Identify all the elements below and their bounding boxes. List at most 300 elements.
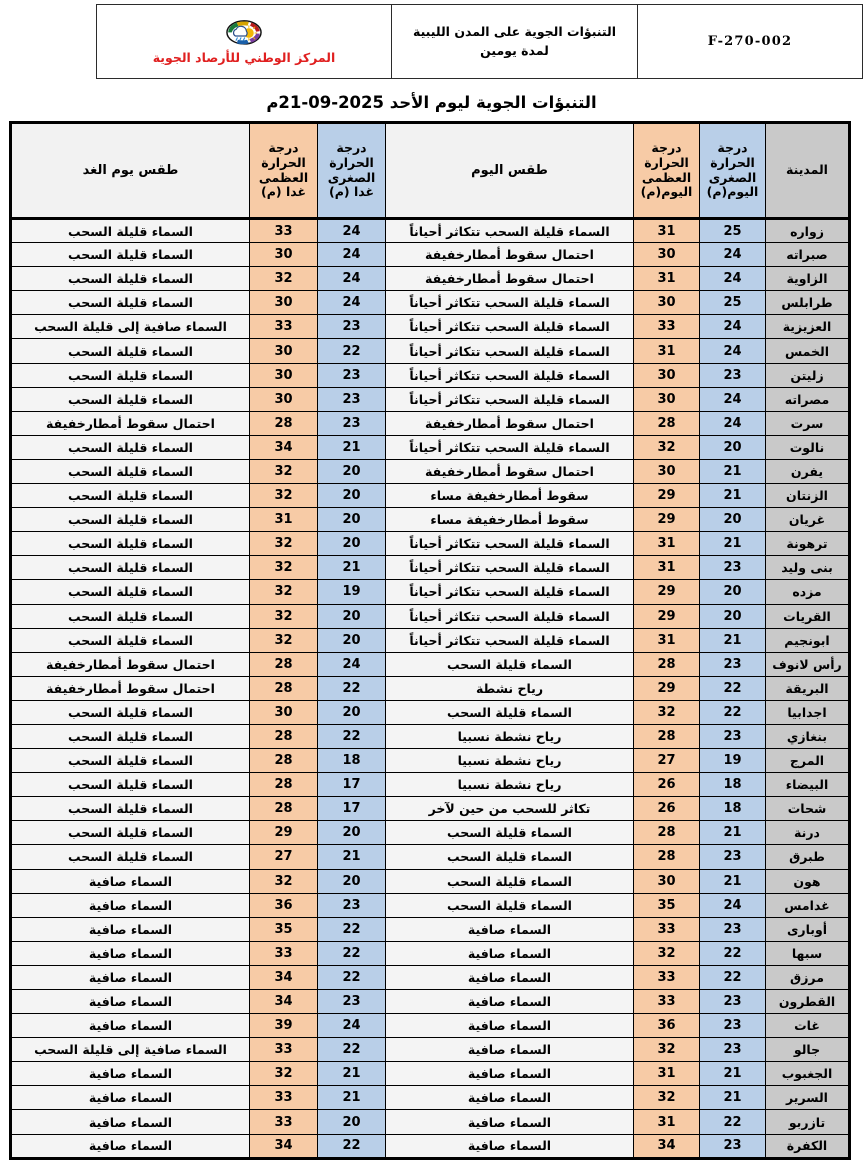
max-temp-tomorrow-cell: 34: [250, 990, 318, 1014]
weather-tomorrow-cell: السماء قليلة السحب: [11, 845, 250, 869]
weather-tomorrow-cell: السماء قليلة السحب: [11, 459, 250, 483]
city-name-cell: بنغازي: [766, 724, 850, 748]
max-temp-tomorrow-cell: 28: [250, 652, 318, 676]
city-name-cell: اجدابيا: [766, 700, 850, 724]
min-temp-today-cell: 18: [700, 797, 766, 821]
header-row: [11, 123, 850, 219]
table-row: [11, 1062, 850, 1086]
weather-today-cell: احتمال سقوط أمطارخفيفة: [386, 411, 634, 435]
max-temp-tomorrow-cell: 28: [250, 749, 318, 773]
table-row: [11, 676, 850, 700]
city-name-cell: الجغبوب: [766, 1062, 850, 1086]
table-row: [11, 604, 850, 628]
max-temp-tomorrow-cell: 30: [250, 363, 318, 387]
max-temp-today-cell: 30: [634, 387, 700, 411]
max-temp-today-cell: 30: [634, 869, 700, 893]
min-temp-today-cell: 19: [700, 749, 766, 773]
max-temp-tomorrow-cell: 27: [250, 845, 318, 869]
min-temp-today-cell: 23: [700, 652, 766, 676]
city-name-cell: شحات: [766, 797, 850, 821]
min-temp-today-cell: 24: [700, 315, 766, 339]
city-name-cell: طرابلس: [766, 291, 850, 315]
min-temp-tomorrow-cell: 21: [318, 1086, 386, 1110]
max-temp-today-cell: 29: [634, 508, 700, 532]
weather-tomorrow-cell: السماء صافية: [11, 990, 250, 1014]
table-row: [11, 1014, 850, 1038]
weather-tomorrow-cell: احتمال سقوط أمطارخفيفة: [11, 652, 250, 676]
weather-tomorrow-cell: السماء صافية إلى قليلة السحب: [11, 315, 250, 339]
max-temp-tomorrow-cell: 33: [250, 1086, 318, 1110]
weather-today-cell: السماء قليلة السحب تتكاثر أحياناً: [386, 628, 634, 652]
city-name-cell: هون: [766, 869, 850, 893]
max-temp-tomorrow-cell: 28: [250, 773, 318, 797]
max-temp-today-cell: 30: [634, 291, 700, 315]
min-temp-tomorrow-cell: 20: [318, 508, 386, 532]
weather-tomorrow-cell: السماء قليلة السحب: [11, 628, 250, 652]
min-temp-tomorrow-cell: 20: [318, 532, 386, 556]
weather-today-cell: السماء صافية: [386, 1134, 634, 1158]
table-row: [11, 724, 850, 748]
column-header-min-temp-today: [700, 123, 766, 219]
min-temp-today-cell: 23: [700, 1134, 766, 1158]
max-tomorrow-line-2: الحرارة: [261, 154, 306, 170]
weather-today-cell: السماء قليلة السحب تتكاثر أحياناً: [386, 556, 634, 580]
max-today-line-3: العظمى: [641, 169, 692, 185]
min-temp-today-cell: 25: [700, 219, 766, 243]
weather-tomorrow-cell: السماء صافية: [11, 1014, 250, 1038]
city-name-cell: البيضاء: [766, 773, 850, 797]
min-temp-today-cell: 25: [700, 291, 766, 315]
city-name-cell: الزنتان: [766, 484, 850, 508]
city-name-cell: الكفرة: [766, 1134, 850, 1158]
min-temp-tomorrow-cell: 23: [318, 990, 386, 1014]
city-name-cell: درنة: [766, 821, 850, 845]
min-temp-tomorrow-cell: 23: [318, 411, 386, 435]
min-temp-today-cell: 18: [700, 773, 766, 797]
min-temp-today-cell: 20: [700, 435, 766, 459]
max-temp-today-cell: 28: [634, 845, 700, 869]
table-row: [11, 1038, 850, 1062]
weather-tomorrow-cell: السماء قليلة السحب: [11, 821, 250, 845]
min-temp-tomorrow-cell: 20: [318, 1110, 386, 1134]
max-temp-tomorrow-cell: 31: [250, 508, 318, 532]
weather-today-cell: احتمال سقوط أمطارخفيفة: [386, 459, 634, 483]
document-subject-line-1: التنبؤات الجوية على المدن الليبية: [413, 24, 616, 40]
min-temp-today-cell: 22: [700, 1110, 766, 1134]
max-temp-today-cell: 26: [634, 773, 700, 797]
forecast-table: [9, 121, 851, 1160]
table-row: [11, 990, 850, 1014]
city-name-cell: المرج: [766, 749, 850, 773]
max-temp-tomorrow-cell: 32: [250, 459, 318, 483]
city-name-cell: غدامس: [766, 893, 850, 917]
city-name-cell: البريقة: [766, 676, 850, 700]
weather-tomorrow-cell: السماء صافية: [11, 1086, 250, 1110]
min-temp-today-cell: 20: [700, 580, 766, 604]
min-temp-tomorrow-cell: 24: [318, 1014, 386, 1038]
max-temp-today-cell: 31: [634, 1110, 700, 1134]
table-row: [11, 532, 850, 556]
min-temp-tomorrow-cell: 21: [318, 556, 386, 580]
table-row: [11, 869, 850, 893]
max-temp-tomorrow-cell: 34: [250, 1134, 318, 1158]
weather-tomorrow-cell: السماء قليلة السحب: [11, 339, 250, 363]
min-temp-tomorrow-cell: 22: [318, 676, 386, 700]
forecast-table-body: [11, 219, 850, 1159]
min-temp-tomorrow-cell: 20: [318, 484, 386, 508]
max-temp-today-cell: 31: [634, 628, 700, 652]
table-row: [11, 1134, 850, 1158]
min-temp-tomorrow-cell: 22: [318, 1038, 386, 1062]
max-temp-today-cell: 35: [634, 893, 700, 917]
table-row: [11, 797, 850, 821]
min-temp-today-cell: 21: [700, 484, 766, 508]
city-name-cell: زليتن: [766, 363, 850, 387]
weather-tomorrow-cell: السماء قليلة السحب: [11, 243, 250, 267]
weather-today-cell: السماء قليلة السحب تتكاثر أحياناً: [386, 315, 634, 339]
min-temp-tomorrow-cell: 17: [318, 797, 386, 821]
weather-today-cell: السماء قليلة السحب تتكاثر أحياناً: [386, 580, 634, 604]
weather-tomorrow-cell: السماء صافية: [11, 965, 250, 989]
table-row: [11, 773, 850, 797]
min-temp-tomorrow-cell: 24: [318, 652, 386, 676]
min-temp-tomorrow-cell: 22: [318, 941, 386, 965]
city-name-cell: طبرق: [766, 845, 850, 869]
weather-tomorrow-cell: السماء قليلة السحب: [11, 556, 250, 580]
min-temp-today-cell: 21: [700, 1062, 766, 1086]
max-temp-tomorrow-cell: 30: [250, 339, 318, 363]
weather-today-cell: سقوط أمطارخفيفة مساء: [386, 508, 634, 532]
max-temp-today-cell: 29: [634, 580, 700, 604]
max-temp-tomorrow-cell: 35: [250, 917, 318, 941]
min-today-line-1: درجة: [717, 140, 748, 155]
max-temp-today-cell: 29: [634, 604, 700, 628]
min-temp-tomorrow-cell: 23: [318, 363, 386, 387]
min-temp-today-cell: 22: [700, 965, 766, 989]
min-temp-today-cell: 22: [700, 700, 766, 724]
min-temp-tomorrow-cell: 20: [318, 628, 386, 652]
weather-today-cell: تكاثر للسحب من حين لآخر: [386, 797, 634, 821]
weather-today-cell: السماء قليلة السحب: [386, 893, 634, 917]
page-title: التنبؤات الجوية ليوم الأحد 2025-09-21م: [266, 93, 597, 112]
weather-tomorrow-cell: السماء صافية: [11, 869, 250, 893]
min-temp-tomorrow-cell: 24: [318, 267, 386, 291]
max-temp-tomorrow-cell: 39: [250, 1014, 318, 1038]
weather-today-cell: السماء قليلة السحب تتكاثر أحياناً: [386, 339, 634, 363]
masthead: [0, 0, 863, 79]
city-name-cell: غريان: [766, 508, 850, 532]
city-name-cell: سبها: [766, 941, 850, 965]
max-temp-today-cell: 28: [634, 821, 700, 845]
city-name-cell: الزاوية: [766, 267, 850, 291]
city-name-cell: مرزق: [766, 965, 850, 989]
table-row: [11, 1110, 850, 1134]
column-header-max-temp-tomorrow: [250, 123, 318, 219]
weather-today-cell: رياح نشطة نسبيا: [386, 773, 634, 797]
city-name-cell: السرير: [766, 1086, 850, 1110]
min-temp-today-cell: 23: [700, 990, 766, 1014]
min-temp-today-cell: 24: [700, 267, 766, 291]
table-row: [11, 893, 850, 917]
max-temp-tomorrow-cell: 32: [250, 580, 318, 604]
weather-tomorrow-cell: السماء قليلة السحب: [11, 532, 250, 556]
min-temp-today-cell: 24: [700, 411, 766, 435]
max-temp-today-cell: 31: [634, 532, 700, 556]
max-temp-today-cell: 29: [634, 484, 700, 508]
table-row: [11, 941, 850, 965]
max-today-line-2: الحرارة: [644, 154, 689, 170]
min-temp-today-cell: 20: [700, 508, 766, 532]
min-temp-today-cell: 24: [700, 387, 766, 411]
table-row: [11, 556, 850, 580]
document-code: F-270-002: [707, 34, 793, 49]
weather-today-cell: السماء قليلة السحب تتكاثر أحياناً: [386, 532, 634, 556]
document-subject-cell: [392, 5, 638, 79]
table-row: [11, 267, 850, 291]
min-temp-today-cell: 24: [700, 339, 766, 363]
weather-today-cell: رياح نشطة: [386, 676, 634, 700]
weather-tomorrow-cell: السماء قليلة السحب: [11, 580, 250, 604]
max-temp-today-cell: 32: [634, 941, 700, 965]
weather-tomorrow-cell: السماء قليلة السحب: [11, 219, 250, 243]
column-header-weather-tomorrow: طقس يوم الغد: [11, 123, 250, 219]
min-temp-today-cell: 21: [700, 459, 766, 483]
weather-tomorrow-cell: السماء صافية: [11, 1134, 250, 1158]
table-row: [11, 917, 850, 941]
max-temp-tomorrow-cell: 33: [250, 315, 318, 339]
min-temp-tomorrow-cell: 22: [318, 917, 386, 941]
min-temp-tomorrow-cell: 23: [318, 893, 386, 917]
weather-today-cell: السماء صافية: [386, 1014, 634, 1038]
city-name-cell: سرت: [766, 411, 850, 435]
min-temp-tomorrow-cell: 22: [318, 1134, 386, 1158]
city-name-cell: غات: [766, 1014, 850, 1038]
weather-today-cell: السماء قليلة السحب تتكاثر أحياناً: [386, 604, 634, 628]
min-temp-tomorrow-cell: 24: [318, 243, 386, 267]
min-temp-today-cell: 23: [700, 845, 766, 869]
weather-today-cell: السماء صافية: [386, 1110, 634, 1134]
max-temp-today-cell: 28: [634, 724, 700, 748]
max-temp-tomorrow-cell: 30: [250, 243, 318, 267]
organization-cell: [97, 5, 392, 79]
weather-tomorrow-cell: السماء قليلة السحب: [11, 700, 250, 724]
min-temp-tomorrow-cell: 22: [318, 965, 386, 989]
weather-tomorrow-cell: السماء صافية إلى قليلة السحب: [11, 1038, 250, 1062]
city-name-cell: نالوت: [766, 435, 850, 459]
min-temp-tomorrow-cell: 20: [318, 821, 386, 845]
max-temp-today-cell: 30: [634, 243, 700, 267]
city-name-cell: الخمس: [766, 339, 850, 363]
min-temp-today-cell: 23: [700, 917, 766, 941]
min-temp-tomorrow-cell: 19: [318, 580, 386, 604]
weather-today-cell: سقوط أمطارخفيفة مساء: [386, 484, 634, 508]
max-temp-tomorrow-cell: 36: [250, 893, 318, 917]
table-row: [11, 628, 850, 652]
min-tomorrow-line-2: الحرارة: [329, 154, 374, 170]
max-tomorrow-line-1: درجة: [268, 140, 299, 155]
weather-tomorrow-cell: السماء قليلة السحب: [11, 363, 250, 387]
forecast-table-container: [0, 121, 863, 1160]
max-temp-today-cell: 33: [634, 315, 700, 339]
max-temp-today-cell: 29: [634, 676, 700, 700]
max-temp-today-cell: 31: [634, 556, 700, 580]
max-temp-tomorrow-cell: 32: [250, 484, 318, 508]
max-temp-today-cell: 33: [634, 990, 700, 1014]
city-name-cell: رأس لانوف: [766, 652, 850, 676]
max-temp-today-cell: 31: [634, 267, 700, 291]
column-header-max-temp-today: [634, 123, 700, 219]
max-temp-today-cell: 31: [634, 219, 700, 243]
min-temp-tomorrow-cell: 20: [318, 869, 386, 893]
weather-today-cell: السماء قليلة السحب تتكاثر أحياناً: [386, 291, 634, 315]
max-temp-tomorrow-cell: 32: [250, 556, 318, 580]
max-temp-tomorrow-cell: 28: [250, 676, 318, 700]
weather-tomorrow-cell: السماء صافية: [11, 893, 250, 917]
max-temp-today-cell: 33: [634, 965, 700, 989]
max-temp-tomorrow-cell: 29: [250, 821, 318, 845]
weather-today-cell: احتمال سقوط أمطارخفيفة: [386, 267, 634, 291]
organization-name: المركز الوطني للأرصاد الجوية: [152, 49, 336, 65]
table-row: [11, 484, 850, 508]
min-temp-today-cell: 24: [700, 893, 766, 917]
weather-today-cell: السماء قليلة السحب: [386, 652, 634, 676]
weather-tomorrow-cell: السماء قليلة السحب: [11, 749, 250, 773]
max-temp-tomorrow-cell: 32: [250, 628, 318, 652]
table-row: [11, 459, 850, 483]
column-header-min-temp-tomorrow: [318, 123, 386, 219]
city-name-cell: صبراته: [766, 243, 850, 267]
min-temp-today-cell: 23: [700, 1014, 766, 1038]
min-temp-tomorrow-cell: 21: [318, 1062, 386, 1086]
max-temp-today-cell: 30: [634, 459, 700, 483]
min-temp-today-cell: 22: [700, 676, 766, 700]
max-temp-tomorrow-cell: 28: [250, 724, 318, 748]
weather-today-cell: السماء قليلة السحب تتكاثر أحياناً: [386, 363, 634, 387]
weather-tomorrow-cell: السماء قليلة السحب: [11, 435, 250, 459]
max-temp-today-cell: 33: [634, 917, 700, 941]
weather-today-cell: السماء صافية: [386, 1038, 634, 1062]
weather-tomorrow-cell: السماء قليلة السحب: [11, 291, 250, 315]
cloud-sun-icon: [224, 19, 264, 47]
weather-tomorrow-cell: السماء قليلة السحب: [11, 387, 250, 411]
min-tomorrow-line-1: درجة: [336, 140, 367, 155]
weather-today-cell: السماء قليلة السحب: [386, 700, 634, 724]
weather-tomorrow-cell: السماء صافية: [11, 1062, 250, 1086]
table-row: [11, 580, 850, 604]
min-temp-today-cell: 23: [700, 724, 766, 748]
weather-tomorrow-cell: السماء قليلة السحب: [11, 773, 250, 797]
weather-today-cell: السماء صافية: [386, 1062, 634, 1086]
min-today-line-3: الصغرى: [708, 169, 757, 185]
forecast-table-head: [11, 123, 850, 219]
weather-today-cell: رياح نشطة نسبيا: [386, 724, 634, 748]
max-temp-tomorrow-cell: 28: [250, 797, 318, 821]
min-temp-today-cell: 21: [700, 1086, 766, 1110]
weather-tomorrow-cell: السماء صافية: [11, 917, 250, 941]
weather-today-cell: السماء صافية: [386, 990, 634, 1014]
column-header-city: المدينة: [766, 123, 850, 219]
table-row: [11, 291, 850, 315]
table-row: [11, 749, 850, 773]
max-temp-tomorrow-cell: 32: [250, 869, 318, 893]
weather-today-cell: السماء قليلة السحب تتكاثر أحياناً: [386, 387, 634, 411]
min-temp-tomorrow-cell: 18: [318, 749, 386, 773]
max-today-line-4: اليوم(م): [640, 184, 693, 200]
min-temp-tomorrow-cell: 24: [318, 291, 386, 315]
min-temp-tomorrow-cell: 17: [318, 773, 386, 797]
weather-today-cell: السماء قليلة السحب: [386, 821, 634, 845]
weather-today-cell: احتمال سقوط أمطارخفيفة: [386, 243, 634, 267]
city-name-cell: جالو: [766, 1038, 850, 1062]
weather-today-cell: السماء صافية: [386, 965, 634, 989]
weather-today-cell: السماء قليلة السحب تتكاثر أحياناً: [386, 219, 634, 243]
min-temp-today-cell: 23: [700, 363, 766, 387]
max-temp-tomorrow-cell: 33: [250, 1110, 318, 1134]
min-temp-tomorrow-cell: 24: [318, 219, 386, 243]
min-temp-tomorrow-cell: 21: [318, 845, 386, 869]
max-tomorrow-line-3: العظمى: [258, 169, 309, 185]
table-row: [11, 219, 850, 243]
max-temp-tomorrow-cell: 34: [250, 435, 318, 459]
weather-tomorrow-cell: السماء قليلة السحب: [11, 484, 250, 508]
table-row: [11, 411, 850, 435]
table-row: [11, 243, 850, 267]
max-temp-tomorrow-cell: 33: [250, 1038, 318, 1062]
max-temp-today-cell: 32: [634, 1086, 700, 1110]
max-temp-tomorrow-cell: 32: [250, 267, 318, 291]
max-temp-tomorrow-cell: 28: [250, 411, 318, 435]
max-temp-today-cell: 30: [634, 363, 700, 387]
max-temp-tomorrow-cell: 34: [250, 965, 318, 989]
weather-today-cell: السماء صافية: [386, 941, 634, 965]
max-today-line-1: درجة: [651, 140, 682, 155]
max-temp-tomorrow-cell: 30: [250, 700, 318, 724]
table-row: [11, 700, 850, 724]
document-subject-line-2: لمدة يومين: [480, 42, 549, 58]
max-tomorrow-line-4: غدا (م): [261, 184, 306, 200]
table-row: [11, 821, 850, 845]
weather-tomorrow-cell: السماء صافية: [11, 1110, 250, 1134]
min-temp-tomorrow-cell: 22: [318, 724, 386, 748]
min-temp-tomorrow-cell: 20: [318, 604, 386, 628]
city-name-cell: مصراته: [766, 387, 850, 411]
max-temp-today-cell: 34: [634, 1134, 700, 1158]
city-name-cell: زواره: [766, 219, 850, 243]
min-temp-today-cell: 21: [700, 628, 766, 652]
city-name-cell: بنى وليد: [766, 556, 850, 580]
max-temp-tomorrow-cell: 32: [250, 532, 318, 556]
city-name-cell: مزده: [766, 580, 850, 604]
table-row: [11, 845, 850, 869]
table-row: [11, 508, 850, 532]
min-temp-today-cell: 20: [700, 604, 766, 628]
table-row: [11, 652, 850, 676]
min-tomorrow-line-4: غدا (م): [329, 184, 374, 200]
table-row: [11, 339, 850, 363]
min-tomorrow-line-3: الصغرى: [327, 169, 376, 185]
min-temp-today-cell: 24: [700, 243, 766, 267]
max-temp-today-cell: 28: [634, 411, 700, 435]
max-temp-tomorrow-cell: 32: [250, 1062, 318, 1086]
min-temp-today-cell: 23: [700, 556, 766, 580]
city-name-cell: القطرون: [766, 990, 850, 1014]
weather-tomorrow-cell: السماء صافية: [11, 941, 250, 965]
max-temp-today-cell: 31: [634, 339, 700, 363]
city-name-cell: القريات: [766, 604, 850, 628]
table-row: [11, 1086, 850, 1110]
weather-tomorrow-cell: السماء قليلة السحب: [11, 724, 250, 748]
max-temp-tomorrow-cell: 33: [250, 219, 318, 243]
